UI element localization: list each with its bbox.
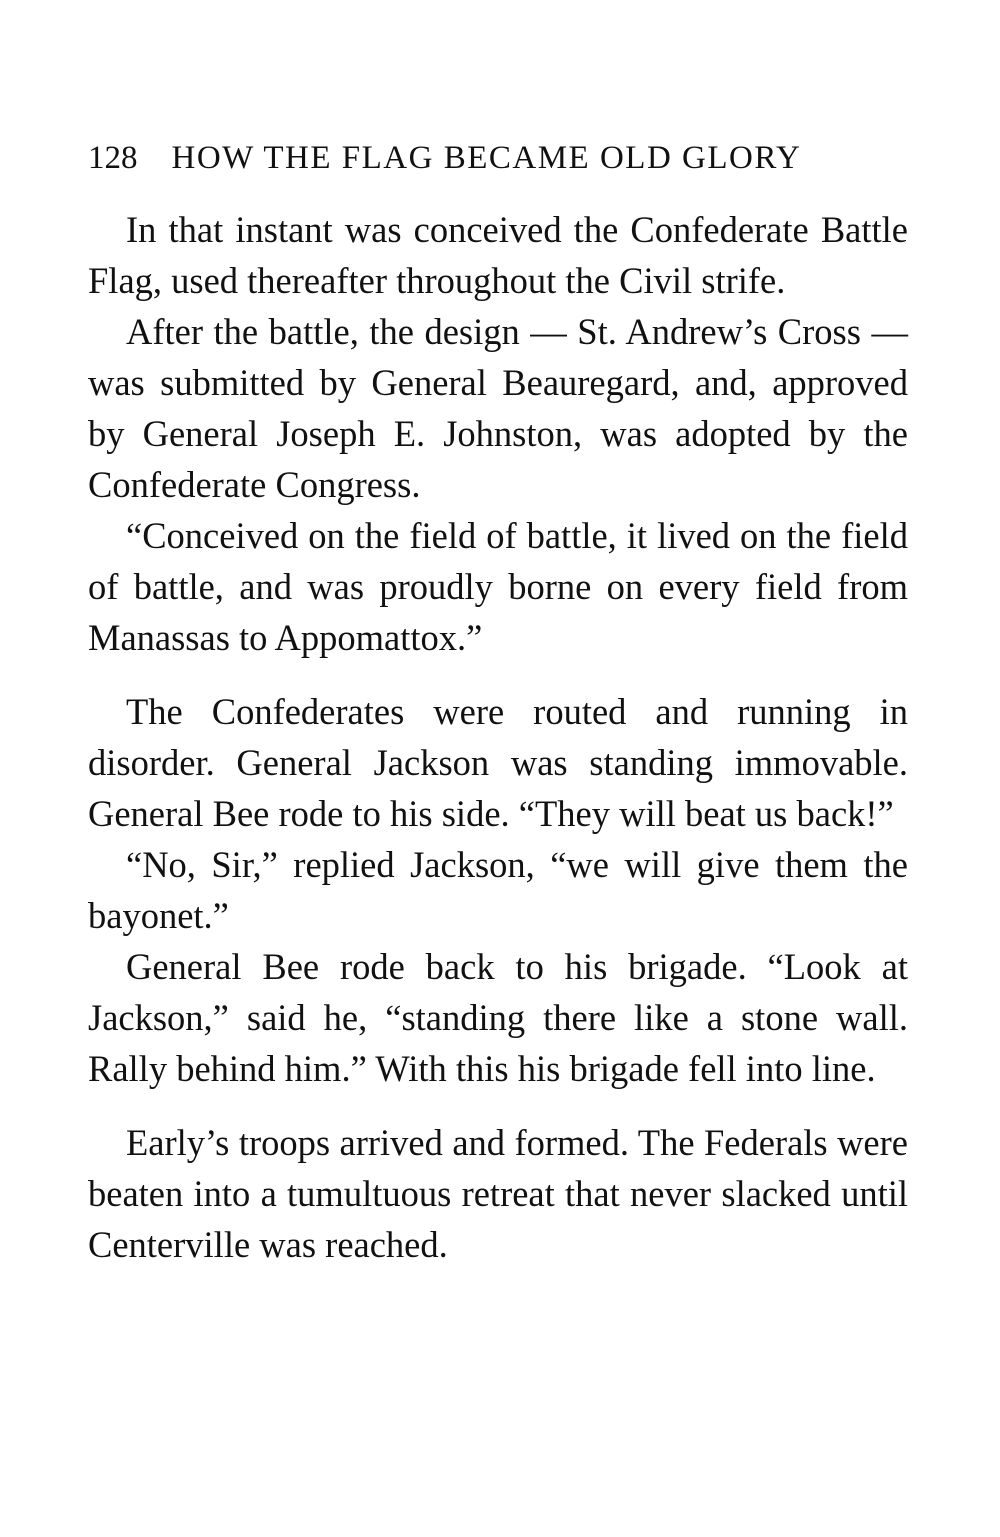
book-page bbox=[88, 132, 908, 1270]
section-retreat bbox=[88, 1117, 908, 1270]
paragraph: General Bee rode back to his brigade. “Look at Jackson,” said he, “standing there like a stone wall. Rally behind him.” With this his brigade fell into line. bbox=[88, 946, 908, 1089]
paragraph: “No, Sir,” replied Jackson, “we will give them the bayonet.” bbox=[88, 844, 908, 936]
paragraph: After the battle, the design — St. Andrew’s Cross — was submitted by General Beauregard, and, approved by General Joseph E. Johnston, was adopted by the Confederate Congress. bbox=[88, 311, 908, 505]
running-header bbox=[88, 132, 908, 184]
paragraph: The Confederates were routed and running in disorder. General Jackson was standing immovable. General Bee rode to his side. “They will beat us back!” bbox=[88, 691, 908, 834]
running-title: HOW THE FLAG BECAME OLD GLORY bbox=[171, 140, 802, 176]
section-stone-wall bbox=[88, 686, 908, 1094]
paragraph: Early’s troops arrived and formed. The Federals were beaten into a tumultuous retreat that never slacked until Centerville was reached. bbox=[88, 1122, 908, 1265]
section-divider bbox=[88, 663, 908, 686]
section-battle-flag bbox=[88, 204, 908, 663]
section-divider bbox=[88, 1094, 908, 1117]
page-number: 128 bbox=[88, 140, 138, 176]
paragraph: In that instant was conceived the Confederate Battle Flag, used thereafter throughout the Civil strife. bbox=[88, 209, 908, 301]
paragraph: “Conceived on the field of battle, it lived on the field of battle, and was proudly borne on every field from Manassas to Appomattox.” bbox=[88, 515, 908, 658]
